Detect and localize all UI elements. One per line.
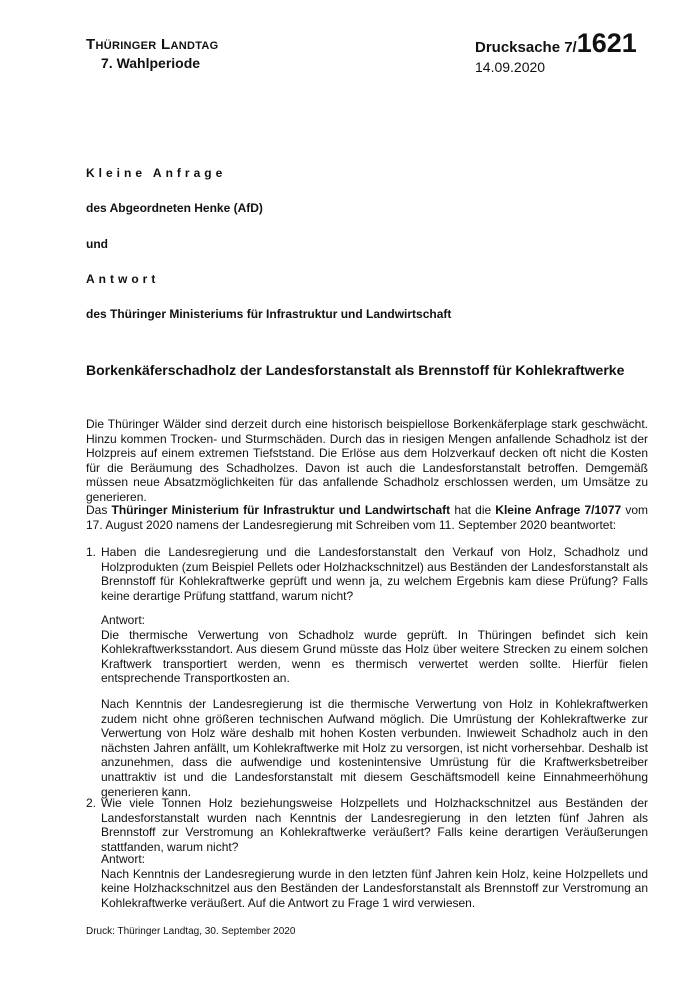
drucksache-line xyxy=(475,29,637,62)
response-part3: vom 17. August 2020 namens der Landesregierung mit Schreiben vom 11. September 2020 beantwortet: xyxy=(86,503,648,532)
document-title: Borkenkäferschadholz der Landesforstanstalt als Brennstoff für Kohlekraftwerke xyxy=(86,362,625,378)
response-paragraph xyxy=(86,503,648,532)
drucksache-label: Drucksache 7/ xyxy=(475,39,577,56)
response-ministry: Thüringer Ministerium für Infrastruktur und Landwirtschaft xyxy=(111,503,451,517)
question-number: 2. xyxy=(86,796,97,810)
response-anfrage: Kleine Anfrage 7/1077 xyxy=(495,503,622,517)
antwort-label: Antwort xyxy=(86,272,160,286)
question-2 xyxy=(86,796,648,854)
answer-1 xyxy=(101,613,648,686)
response-text xyxy=(86,503,648,532)
question-1 xyxy=(86,545,648,603)
intro-paragraph xyxy=(86,417,648,505)
answer-paragraph: Die thermische Verwertung von Schadholz wurde geprüft. In Thüringen befindet sich kein Kohlekraftwerksstandort. Aus diesem Grund müsste das Holz über weitere Strecken zu einem solchen Kraftwerk transportiert werden, wenn es thermisch verwertet werden sollte. Hierfür fielen entsprechende Transportkosten an. xyxy=(101,627,648,686)
header-left xyxy=(86,36,219,72)
answer-paragraph: Nach Kenntnis der Landesregierung ist die thermische Verwertung von Holz in Kohlekraftwerken zudem nicht ohne größeren technischen Aufwand möglich. Die Umrüstung der Kohlekraftwerke zur Verwertung von Holz wäre deshalb mit hohen Kosten verbunden. Inwieweit Schadholz auch in den nächsten Jahren anfällt, um Kohlekraftwerke mit Holz zu versorgen, ist nicht vorhersehbar. Deshalb ist anzunehmen, dass die aufwendige und kostenintensive Umrüstung für die Kraftwerksbetreiber unattraktiv ist und die Landesforstanstalt mit diesem Geschäftsmodell keine Einnahmeerhöhung generieren kann. xyxy=(101,697,648,799)
answer-2 xyxy=(101,852,648,910)
answer-1-continued xyxy=(101,697,648,799)
question-text: Haben die Landesregierung und die Landesforstanstalt den Verkauf von Holz, Schadholz und Holzprodukten (zum Beispiel Pellets oder Holzhackschnitzel) aus Beständen der Landesforstanstalt als Brennstoff für Kohlekraftwerke geprüft und wenn ja, zu welchem Ergebnis kam diese Prüfung? Falls keine derartige Prüfung stattfand, warum nicht? xyxy=(101,545,648,603)
deputy-label: des Abgeordneten Henke (AfD) xyxy=(86,201,263,215)
ministry-label: des Thüringer Ministeriums für Infrastruktur und Landwirtschaft xyxy=(86,307,452,321)
election-period: 7. Wahlperiode xyxy=(101,55,201,71)
response-part2: hat die xyxy=(450,503,496,517)
question-text: Wie viele Tonnen Holz beziehungsweise Holzpellets und Holzhackschnitzel aus Beständen der Landesforstanstalt wurden nach Kenntnis der Landesregierung in den letzten fünf Jahren als Brennstoff zur Verstromung an Kohlekraftwerke veräußert? Falls keine derartigen Veräußerungen stattfanden, warum nicht? xyxy=(101,796,648,854)
intro-text: Die Thüringer Wälder sind derzeit durch eine historisch beispiellose Borkenkäferplage stark geschwächt. Hinzu kommen Trocken- und Sturmschäden. Durch das in riesigen Mengen anfallende Schadholz ist der Holzpreis auf einem extremen Tiefststand. Die Erlöse aus dem Holzverkauf decken oft nicht die Kosten für die Beräumung des Schadholzes. Davon ist auch die Landesforstanstalt betroffen. Demgemäß müssen neue Absatzmöglichkeiten für das anfallende Schadholz erschlossen werden, um Umsätze zu generieren. xyxy=(86,417,648,504)
question-number: 1. xyxy=(86,545,97,559)
answer-label: Antwort: xyxy=(101,852,146,866)
answer-paragraph: Nach Kenntnis der Landesregierung wurde in den letzten fünf Jahren kein Holz, keine Holzpellets und keine Holzhackschnitzel aus den Beständen der Landesforstanstalt als Brennstoff zur Verstromung an Kohlekraftwerke veräußert. Auf die Antwort zu Frage 1 wird verwiesen. xyxy=(101,866,648,910)
und-label: und xyxy=(86,237,108,251)
drucksache-number: 1621 xyxy=(576,28,637,58)
kleine-anfrage-label: Kleine Anfrage xyxy=(86,166,227,180)
document-date: 14.09.2020 xyxy=(475,59,546,75)
parliament-name: Thüringer Landtag xyxy=(86,36,219,53)
print-footer: Druck: Thüringer Landtag, 30. September 2020 xyxy=(86,926,296,937)
header-right xyxy=(475,29,637,75)
response-part1: Das xyxy=(86,503,112,517)
answer-label: Antwort: xyxy=(101,613,146,627)
